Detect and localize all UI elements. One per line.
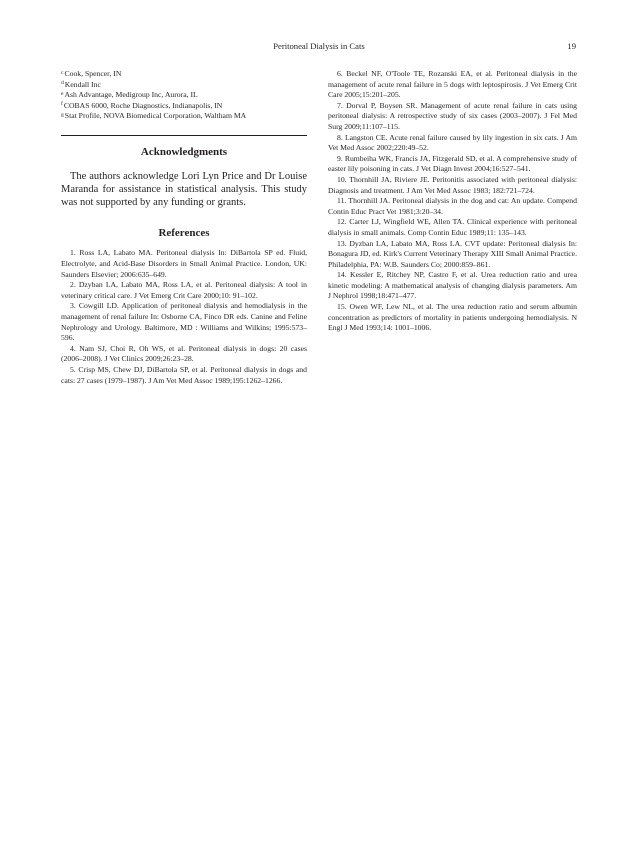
running-title: Peritoneal Dialysis in Cats: [273, 41, 365, 51]
footnote-mark: e: [61, 90, 64, 97]
reference-item: 8. Langston CE. Acute renal failure caused by lily ingestion in six cats. J Am Vet Med Assoc 2002;220:49–52.: [328, 132, 577, 153]
reference-item: 2. Dzyban LA, Labato MA, Ross LA, et al. Peritoneal dialysis: A tool in veterinary critical care. J Vet Emerg Crit Care 2000;10: 91–102.: [61, 280, 307, 300]
acknowledgments-text: The authors acknowledge Lori Lyn Price and Dr Louise Maranda for assistance in statistical analysis. This study was not supported by any funding or grants.: [61, 170, 307, 209]
reference-item: 11. Thornhill JA. Peritoneal dialysis in the dog and cat: An update. Compend Contin Educ Pract Vet 1981;3:20–34.: [328, 196, 577, 216]
left-column: [61, 69, 307, 386]
footnote-mark: f: [61, 101, 63, 107]
reference-list-right: [328, 69, 577, 334]
running-header: [0, 40, 638, 52]
footnote-text: COBAS 6000, Roche Diagnostics, Indianapolis, IN: [63, 100, 223, 110]
reference-item: 3. Cowgill LD. Application of peritoneal dialysis and hemodialysis in the management of renal failure In: Osborne CA, Finco DR eds. Canine and Feline Nephrology and Urology. Baltimore, MD : Williams and Wilkins; 1995:573–596.: [61, 301, 307, 343]
footnotes: [61, 69, 307, 122]
footnote-mark: d: [61, 80, 64, 86]
footnote-mark: g: [61, 111, 64, 118]
reference-item: 13. Dyzban LA, Labato MA, Ross LA. CVT update: Peritoneal dialysis In: Bonagura JD, ed. Kirk's Current Veterinary Therapy XIII Small Animal Practice. Philadelphia, PA: W.B. Saunders Co; 2000:859–861.: [328, 238, 577, 269]
reference-item: 6. Beckel NF, O'Toole TE, Rozanski EA, et al. Peritoneal dialysis in the management of acute renal failure in 5 dogs with leptospirosis. J Vet Emerg Crit Care 2005;15:201–205.: [328, 69, 577, 100]
right-column: [328, 69, 577, 334]
footnote-text: Stat Profile, NOVA Biomedical Corporation, Waltham MA: [64, 111, 247, 120]
footnote: [61, 111, 307, 122]
reference-item: 1. Ross LA, Labato MA. Peritoneal dialysis In: DiBartola SP ed. Fluid, Electrolyte, and Acid-Base Disorders in Small Animal Practice. London, UK: Saunders Elsevier; 2006:635–649.: [61, 248, 307, 279]
references-heading: References: [158, 227, 210, 240]
footnote-text: Cook, Spencer, IN: [64, 69, 122, 78]
reference-item: 12. Carter LJ, Wingfield WE, Allen TA. Clinical experience with peritoneal dialysis in small animals. Comp Contin Educ 1989;11: 135–143.: [328, 217, 577, 237]
section-divider: [61, 135, 307, 136]
reference-item: 9. Rumbeiha WK, Francis JA, Fitzgerald SD, et al. A comprehensive study of easter lily poisoning in cats. J Vet Diagn Invest 2004;16:527–541.: [328, 153, 577, 174]
page-number: 19: [567, 41, 576, 51]
footnote: [61, 90, 307, 101]
footnote: [61, 101, 307, 112]
footnote-mark: c: [61, 69, 64, 76]
footnote-text: Kendall Inc: [64, 79, 101, 89]
reference-item: 7. Dorval P, Boysen SR. Management of acute renal failure in cats using peritoneal dialysis: A retrospective study of six cases (2003–2007). J Fel Med Surg 2009;11:107–115.: [328, 100, 577, 131]
reference-item: 15. Owen WF, Lew NL, et al. The urea reduction ratio and serum albumin concentration as predictors of mortality in patients undergoing hemodialysis. N Engl J Med 1993;14: 1001–1006.: [328, 302, 577, 333]
reference-item: 10. Thornhill JA, Riviere JE. Peritonitis associated with peritoneal dialysis: Diagnosis and treatment. J Am Vet Med Assoc 1983; 182:721–724.: [328, 174, 577, 195]
reference-item: 4. Nam SJ, Choi R, Oh WS, et al. Peritoneal dialysis in dogs: 20 cases (2006–2008). J Vet Clinics 2009;26:23–28.: [61, 343, 307, 364]
acknowledgments-heading: Acknowledgments: [140, 145, 228, 158]
reference-item: 14. Kessler E, Ritchey NP, Castro F, et al. Urea reduction ratio and urea kinetic modeling: A mathematical analysis of changing dialysis parameters. Am J Nephrol 1998;18:471–477.: [328, 270, 577, 301]
reference-list-left: [61, 248, 307, 386]
footnote-text: Ash Advantage, Medigroup Inc, Aurora, IL: [64, 90, 198, 99]
footnote: [61, 69, 307, 80]
footnote: [61, 80, 307, 91]
reference-item: 5. Crisp MS, Chew DJ, DiBartola SP, et al. Peritoneal dialysis in dogs and cats: 27 cases (1979–1987). J Am Vet Med Assoc 1989;195:1262–1266.: [61, 364, 307, 385]
